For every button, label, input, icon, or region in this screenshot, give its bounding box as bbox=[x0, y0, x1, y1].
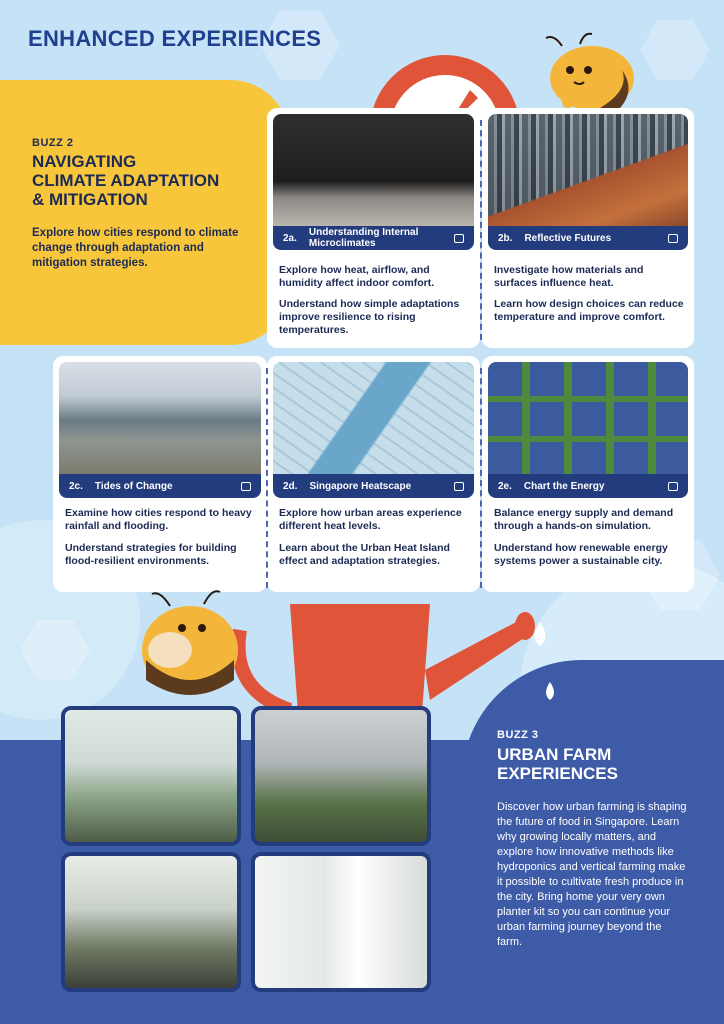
buzz3-label: BUZZ 3 bbox=[497, 729, 539, 741]
card-title-bar bbox=[59, 474, 261, 498]
card-code: 2a. bbox=[283, 232, 297, 244]
card-code: 2d. bbox=[283, 480, 298, 492]
card-title: Understanding Internal Microclimates bbox=[308, 227, 419, 249]
buzz3-title-line: URBAN FARM bbox=[497, 745, 612, 764]
card-photo bbox=[59, 362, 261, 474]
buzz2-title bbox=[32, 152, 282, 209]
card-title-bar bbox=[273, 226, 474, 250]
bee-mascot-icon bbox=[130, 580, 250, 700]
bee-mascot-icon bbox=[540, 30, 640, 110]
buzz2-panel bbox=[0, 80, 290, 345]
card-title: Singapore Heatscape bbox=[309, 480, 412, 492]
card-title: Tides of Change bbox=[94, 480, 173, 492]
card-code: 2e. bbox=[498, 480, 512, 492]
card-2b[interactable] bbox=[482, 108, 694, 348]
checkbox-icon[interactable] bbox=[454, 482, 464, 491]
farm-photo bbox=[61, 706, 241, 846]
water-drop-icon bbox=[525, 620, 555, 660]
card-photo bbox=[488, 114, 688, 226]
buzz3-description: Discover how urban farming is shaping the future of food in Singapore. Learn why growing locally matters, and explore how innovative methods like hydroponics and vertical farming make it possible to cultivate fresh produce in the city. Bring home your very own planter kit so you can continue your urban farming journey beyond the farm. bbox=[497, 801, 687, 948]
divider bbox=[480, 120, 482, 340]
farm-photo bbox=[61, 852, 241, 992]
card-text: Learn about the Urban Heat Island effect and adaptation strategies. bbox=[279, 542, 450, 567]
card-2d[interactable] bbox=[267, 356, 480, 592]
card-title: Chart the Energy bbox=[523, 480, 605, 492]
checkbox-icon[interactable] bbox=[454, 234, 464, 243]
farm-photo bbox=[251, 706, 431, 846]
card-photo bbox=[273, 362, 474, 474]
photo-layer bbox=[488, 114, 688, 226]
water-drop-icon bbox=[540, 680, 560, 704]
page-title: ENHANCED EXPERIENCES bbox=[28, 26, 322, 51]
card-code: 2c. bbox=[69, 480, 83, 492]
buzz3-title-line: EXPERIENCES bbox=[497, 764, 618, 783]
buzz2-title-line: NAVIGATING bbox=[32, 152, 137, 171]
card-text: Understand how simple adaptations improve resilience to rising temperatures. bbox=[279, 298, 460, 336]
card-photo bbox=[488, 362, 688, 474]
card-2c[interactable] bbox=[53, 356, 267, 592]
card-2e[interactable] bbox=[482, 356, 694, 592]
buzz2-description: Explore how cities respond to climate change through adaptation and mitigation strategies. bbox=[32, 227, 239, 269]
bg-hexagon bbox=[640, 20, 710, 80]
divider bbox=[480, 368, 482, 588]
card-text: Explore how urban areas experience different heat levels. bbox=[279, 507, 462, 532]
card-text: Investigate how materials and surfaces influence heat. bbox=[494, 264, 644, 289]
buzz2-label: BUZZ 2 bbox=[32, 137, 74, 149]
card-text: Understand how renewable energy systems power a sustainable city. bbox=[494, 542, 668, 567]
card-text: Learn how design choices can reduce temperature and improve comfort. bbox=[494, 298, 684, 323]
card-title-bar bbox=[488, 474, 688, 498]
card-code: 2b. bbox=[498, 232, 513, 244]
card-title-bar bbox=[273, 474, 474, 498]
card-text: Examine how cities respond to heavy rainfall and flooding. bbox=[65, 507, 252, 532]
checkbox-icon[interactable] bbox=[668, 482, 678, 491]
card-text: Balance energy supply and demand through a hands-on simulation. bbox=[494, 507, 674, 532]
farm-photo bbox=[251, 852, 431, 992]
divider bbox=[266, 368, 268, 588]
buzz2-title-line: CLIMATE ADAPTATION bbox=[32, 171, 220, 190]
card-2a[interactable] bbox=[267, 108, 480, 348]
checkbox-icon[interactable] bbox=[668, 234, 678, 243]
card-text: Understand strategies for building flood-resilient environments. bbox=[65, 542, 237, 567]
card-title: Reflective Futures bbox=[524, 232, 612, 244]
buzz3-title bbox=[497, 745, 697, 783]
checkbox-icon[interactable] bbox=[241, 482, 251, 491]
card-text: Explore how heat, airflow, and humidity affect indoor comfort. bbox=[279, 264, 435, 289]
buzz2-title-line: & MITIGATION bbox=[32, 190, 148, 209]
card-photo bbox=[273, 114, 474, 226]
card-title-bar bbox=[488, 226, 688, 250]
